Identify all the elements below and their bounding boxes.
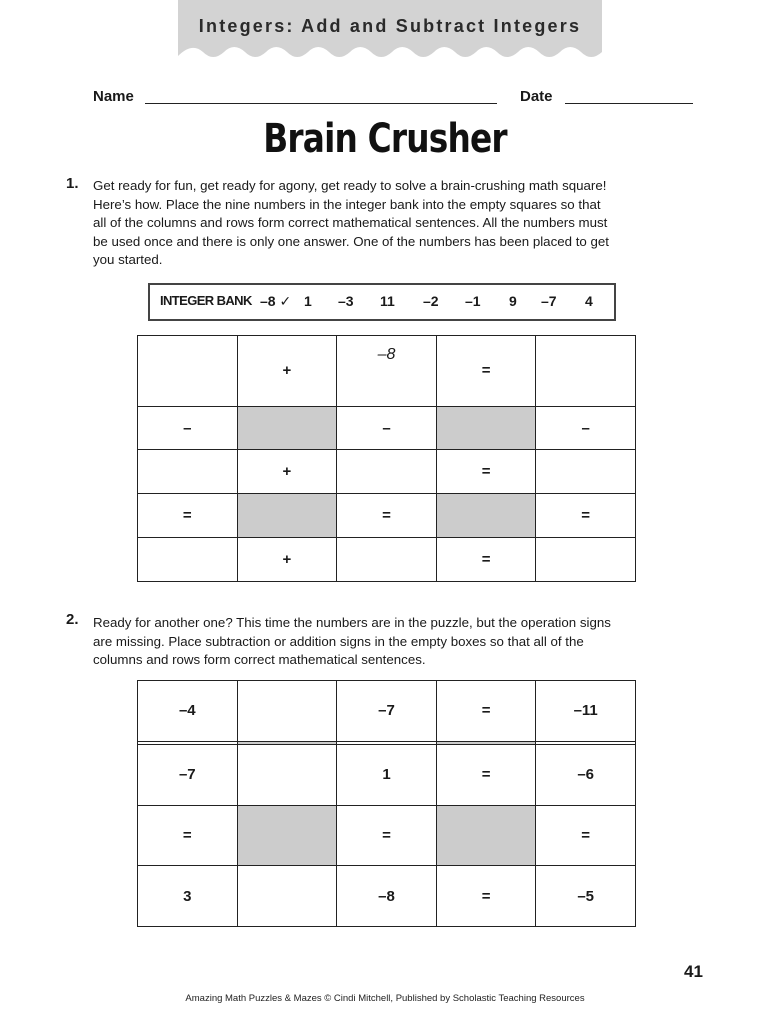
instruction-line: columns and rows form correct mathematical sentences. (93, 652, 426, 667)
grid-cell-empty[interactable] (337, 450, 437, 494)
grid-cell: + (237, 336, 337, 407)
page-number: 41 (684, 962, 703, 981)
instruction-line: Ready for another one? This time the numbers are in the puzzle, but the operation signs (93, 615, 611, 630)
grid-cell: –6 (536, 745, 636, 806)
grid-cell: – (536, 406, 636, 450)
grid-cell: –7 (138, 745, 238, 806)
grid-cell: = (436, 538, 536, 582)
bank-number: –8 ✓ (260, 293, 292, 309)
grid-cell: = (436, 745, 536, 806)
grid-cell: = (138, 805, 238, 866)
grid-cell: = (337, 805, 437, 866)
grid-cell-filled: –8 (337, 336, 437, 407)
grid-cell-empty[interactable] (536, 336, 636, 407)
grid-cell: = (138, 494, 238, 538)
question-number-2: 2. (66, 611, 79, 628)
grid-cell-empty[interactable] (536, 538, 636, 582)
grid-cell: = (536, 494, 636, 538)
grid-cell: = (337, 494, 437, 538)
header-banner (178, 0, 602, 70)
integer-bank (148, 283, 616, 321)
bank-number: 9 (509, 293, 517, 309)
bank-number: –1 (465, 293, 481, 309)
instruction-line: be used once and there is only one answer. One of the numbers has been placed to get (93, 233, 609, 249)
puzzle-grid-2 (137, 680, 636, 927)
grid-cell-empty[interactable] (138, 336, 238, 407)
instruction-line: you started. (93, 252, 163, 267)
grid-cell: –4 (138, 681, 238, 742)
grid-cell: = (436, 681, 536, 742)
grid-cell-shaded (237, 406, 337, 450)
bank-number: –2 (423, 293, 439, 309)
name-label: Name (93, 88, 134, 105)
grid-cell-shaded (436, 494, 536, 538)
grid-cell: –7 (337, 681, 437, 742)
instruction-line: are missing. Place subtraction or addition signs in the empty boxes so that all of the (93, 633, 584, 649)
grid-cell: – (337, 406, 437, 450)
grid-cell-empty[interactable] (138, 538, 238, 582)
grid-cell-shaded (436, 805, 536, 866)
grid-cell: –11 (536, 681, 636, 742)
grid-cell: = (436, 866, 536, 927)
question-number-1: 1. (66, 175, 79, 192)
grid-cell-shaded (237, 805, 337, 866)
banner-title: Integers: Add and Subtract Integers (198, 16, 582, 36)
bank-number: –3 (338, 293, 354, 309)
bank-number: 1 (304, 293, 312, 309)
grid-cell: = (536, 805, 636, 866)
bank-number: –7 (541, 293, 557, 309)
grid-cell-empty[interactable] (138, 450, 238, 494)
grid-cell: 3 (138, 866, 238, 927)
grid-cell: = (436, 336, 536, 407)
grid-cell-empty[interactable] (237, 681, 337, 742)
date-field-line[interactable] (565, 103, 693, 104)
bank-number: 11 (380, 293, 395, 309)
grid-cell: + (237, 538, 337, 582)
bank-number: 4 (585, 293, 593, 309)
grid-cell: + (237, 450, 337, 494)
grid-cell-empty[interactable] (536, 450, 636, 494)
name-field-line[interactable] (145, 103, 497, 104)
instruction-line: all of the columns and rows form correct mathematical sentences. All the numbers must (93, 215, 608, 230)
grid-cell-shaded (436, 406, 536, 450)
footer-credit: Amazing Math Puzzles & Mazes © Cindi Mitchell, Published by Scholastic Teaching Resources (185, 993, 585, 1004)
integer-bank-label: INTEGER BANK (160, 293, 252, 308)
grid-cell: 1 (337, 745, 437, 806)
grid-cell: –8 (337, 866, 437, 927)
grid-cell: –5 (536, 866, 636, 927)
grid-cell-empty[interactable] (237, 866, 337, 927)
problem1-instructions (93, 177, 693, 270)
grid-cell-empty[interactable] (337, 538, 437, 582)
grid-cell: = (436, 450, 536, 494)
grid-cell: – (138, 406, 238, 450)
page-title: Brain Crusher (263, 116, 507, 162)
date-label: Date (520, 88, 553, 105)
grid-cell-empty[interactable] (237, 745, 337, 806)
instruction-line: Get ready for fun, get ready for agony, get ready to solve a brain-crushing math square! (93, 178, 607, 193)
grid-cell-shaded (237, 494, 337, 538)
instruction-line: Here’s how. Place the nine numbers in the integer bank into the empty squares so that (93, 196, 601, 212)
puzzle-grid-1 (137, 335, 636, 582)
problem2-instructions (93, 614, 693, 670)
